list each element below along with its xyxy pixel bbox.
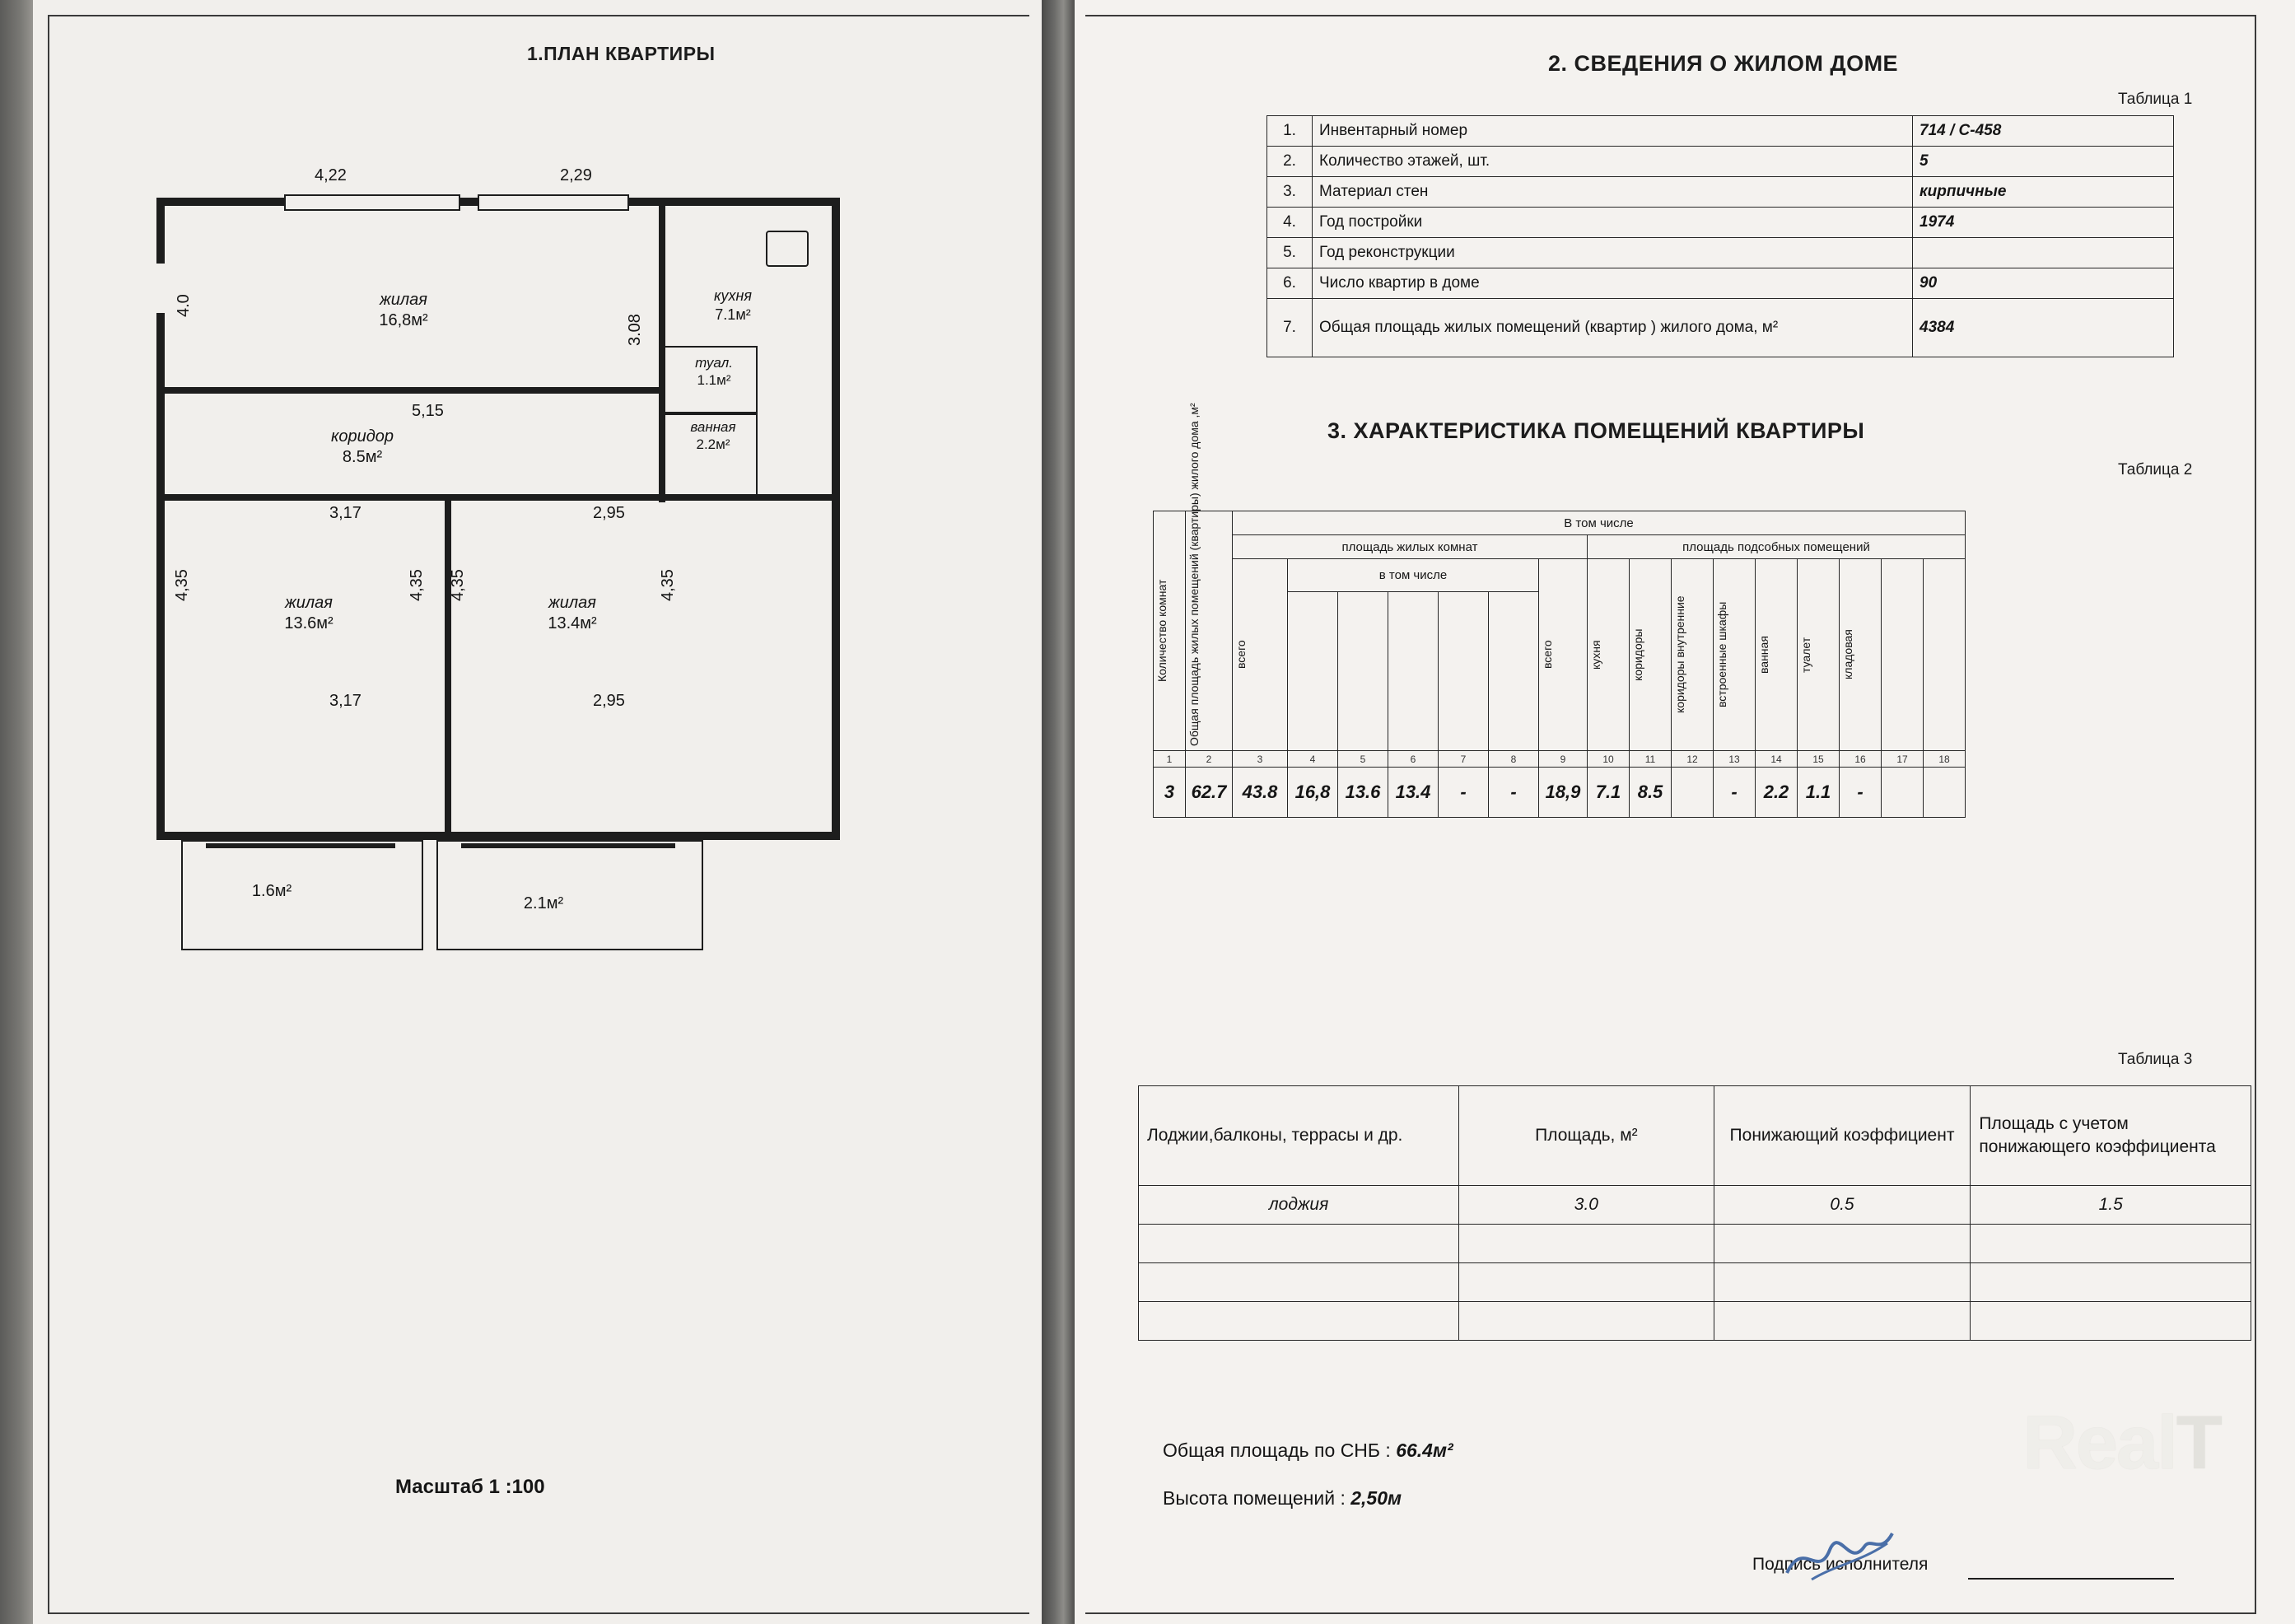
dim-mid-right: 2,95 <box>593 504 625 522</box>
dim-bottom-right: 2,95 <box>593 692 625 710</box>
header-cell: коридоры внутренние <box>1672 559 1714 751</box>
header-cell: Количество комнат <box>1154 511 1186 751</box>
row-number: 2. <box>1267 147 1313 177</box>
table-row <box>1267 177 2174 208</box>
header-cell: Лоджии,балконы, террасы и др. <box>1139 1086 1459 1186</box>
col-index: 7 <box>1439 751 1489 768</box>
cell <box>1971 1302 2251 1341</box>
ceiling-height-label: Высота помещений : <box>1163 1487 1346 1509</box>
value-cell: 13.6 <box>1338 768 1388 818</box>
cell: 1.5 <box>1971 1186 2251 1225</box>
value-cell: 16,8 <box>1288 768 1338 818</box>
value-cell: 8.5 <box>1630 768 1672 818</box>
value-cell: 3 <box>1154 768 1186 818</box>
header-group-total: В том числе <box>1233 511 1966 535</box>
header-cell <box>1924 559 1966 751</box>
cell <box>1139 1225 1459 1263</box>
col-index: 3 <box>1233 751 1288 768</box>
balcony-rail <box>461 843 675 848</box>
book-gutter <box>1042 0 1078 1624</box>
dim-room-mid-v2: 4,35 <box>449 569 467 601</box>
value-cell <box>1672 768 1714 818</box>
row-label: Количество этажей, шт. <box>1313 147 1913 177</box>
total-area-label: Общая площадь по СНБ : <box>1163 1440 1391 1461</box>
wall <box>156 198 165 264</box>
col-index: 5 <box>1338 751 1388 768</box>
dim-bottom-left: 3,17 <box>329 692 362 710</box>
dim-room-right-v: 4,35 <box>659 569 677 601</box>
header-group-living-sub: в том числе <box>1288 559 1539 592</box>
row-number: 7. <box>1267 299 1313 357</box>
cell <box>1459 1263 1714 1302</box>
dim-kitchen-vert: 3.08 <box>626 314 644 346</box>
row-label: Год реконструкции <box>1313 238 1913 268</box>
table-row-index <box>1154 751 1966 768</box>
col-index: 10 <box>1588 751 1630 768</box>
row-value: 5 <box>1913 147 2174 177</box>
header-cell: Понижающий коэффициент <box>1714 1086 1971 1186</box>
header-cell: кладовая <box>1840 559 1882 751</box>
dim-room-mid-v1: 4,35 <box>408 569 426 601</box>
header-cell: ванная <box>1756 559 1798 751</box>
dim-top-right: 2,29 <box>560 166 592 184</box>
header-cell <box>1388 591 1439 750</box>
row-value: 1974 <box>1913 208 2174 238</box>
value-cell: 2.2 <box>1756 768 1798 818</box>
section-title-house: 2. СВЕДЕНИЯ О ЖИЛОМ ДОМЕ <box>1548 51 1899 76</box>
section-title-rooms: 3. ХАРАКТЕРИСТИКА ПОМЕЩЕНИЙ КВАРТИРЫ <box>1327 418 1865 443</box>
ceiling-height-line <box>1163 1487 1402 1510</box>
room-label-balcony2: 2.1м² <box>523 894 564 912</box>
table-row <box>1267 238 2174 268</box>
col-index: 8 <box>1489 751 1539 768</box>
cell <box>1714 1225 1971 1263</box>
ceiling-height-value: 2,50м <box>1350 1487 1402 1509</box>
header-cell: всего <box>1539 559 1588 751</box>
col-index: 13 <box>1714 751 1756 768</box>
table-row <box>1267 208 2174 238</box>
caption-table2: Таблица 2 <box>2118 461 2193 478</box>
row-number: 3. <box>1267 177 1313 208</box>
table-row <box>1139 1225 2251 1263</box>
room-label-living3: жилая 13.4м² <box>548 594 597 632</box>
wall <box>156 832 840 840</box>
header-cell: Площадь, м² <box>1459 1086 1714 1186</box>
signature-label: Подпись исполнителя <box>1752 1555 1929 1574</box>
row-number: 6. <box>1267 268 1313 299</box>
table-row <box>1154 559 1966 592</box>
header-cell <box>1882 559 1924 751</box>
page-title-plan: 1.ПЛАН КВАРТИРЫ <box>527 43 716 64</box>
room-label-corridor: коридор 8.5м² <box>330 427 394 466</box>
table-row-values <box>1154 768 1966 818</box>
wall <box>832 494 840 840</box>
table-row <box>1154 535 1966 559</box>
cell <box>1714 1263 1971 1302</box>
header-cell: коридоры <box>1630 559 1672 751</box>
table-row <box>1154 511 1966 535</box>
dim-top-left: 4,22 <box>315 166 347 184</box>
cell: лоджия <box>1139 1186 1459 1225</box>
row-number: 1. <box>1267 116 1313 147</box>
room-label-wc: туал. 1.1м² <box>695 355 733 389</box>
col-index: 17 <box>1882 751 1924 768</box>
row-label: Общая площадь жилых помещений (квартир ) жилого дома, м² <box>1313 299 1913 357</box>
stove-icon <box>766 231 809 267</box>
cell <box>1459 1225 1714 1263</box>
room-label-bath: ванная 2.2м² <box>690 419 736 453</box>
col-index: 14 <box>1756 751 1798 768</box>
cell <box>1459 1302 1714 1341</box>
col-index: 18 <box>1924 751 1966 768</box>
col-index: 9 <box>1539 751 1588 768</box>
table-row <box>1267 268 2174 299</box>
value-cell: - <box>1489 768 1539 818</box>
col-index: 4 <box>1288 751 1338 768</box>
header-cell: Общая площадь жилых помещений (квартиры) жилого дома ,м² <box>1186 511 1233 751</box>
value-cell: 7.1 <box>1588 768 1630 818</box>
row-label: Число квартир в доме <box>1313 268 1913 299</box>
col-index: 12 <box>1672 751 1714 768</box>
header-cell: всего <box>1233 559 1288 751</box>
value-cell: 13.4 <box>1388 768 1439 818</box>
cell <box>1971 1263 2251 1302</box>
row-value: 714 / С-458 <box>1913 116 2174 147</box>
cell <box>1971 1225 2251 1263</box>
col-index: 15 <box>1798 751 1840 768</box>
value-cell: 18,9 <box>1539 768 1588 818</box>
room-label-living2: жилая 13.6м² <box>284 594 334 632</box>
header-group-aux: площадь подсобных помещений <box>1588 535 1966 559</box>
row-value <box>1913 238 2174 268</box>
row-number: 5. <box>1267 238 1313 268</box>
cell: 0.5 <box>1714 1186 1971 1225</box>
row-number: 4. <box>1267 208 1313 238</box>
room-label-balcony1: 1.6м² <box>251 882 292 900</box>
wall <box>161 387 663 394</box>
room-label-kitchen: кухня 7.1м² <box>713 287 753 323</box>
table-row <box>1139 1263 2251 1302</box>
plan-scale: Масштаб 1 :100 <box>395 1476 545 1498</box>
table-balconies <box>1138 1085 2251 1341</box>
table-house-info <box>1266 115 2174 357</box>
col-index: 1 <box>1154 751 1186 768</box>
header-cell: встроенные шкафы <box>1714 559 1756 751</box>
value-cell <box>1882 768 1924 818</box>
row-label: Материал стен <box>1313 177 1913 208</box>
wall <box>445 501 451 832</box>
signature-line <box>1968 1578 2174 1580</box>
value-cell: 62.7 <box>1186 768 1233 818</box>
value-cell: 1.1 <box>1798 768 1840 818</box>
photo-edge-left <box>0 0 35 1624</box>
watermark-logo: RealT <box>2022 1401 2221 1485</box>
wall <box>156 494 165 840</box>
header-cell <box>1338 591 1388 750</box>
dim-left-vert: 4.0 <box>175 294 193 317</box>
total-area-line <box>1163 1440 1453 1462</box>
table-header-row <box>1139 1086 2251 1186</box>
table-row <box>1267 299 2174 357</box>
balcony-rail <box>206 843 395 848</box>
window <box>284 194 460 211</box>
cell: 3.0 <box>1459 1186 1714 1225</box>
dim-room-left-v: 4,35 <box>173 569 191 601</box>
value-cell <box>1924 768 1966 818</box>
row-value: 4384 <box>1913 299 2174 357</box>
room-label-living1: жилая 16,8м² <box>379 291 428 329</box>
caption-table3: Таблица 3 <box>2118 1051 2193 1068</box>
row-label: Инвентарный номер <box>1313 116 1913 147</box>
table-row <box>1267 116 2174 147</box>
header-group-living: площадь жилых комнат <box>1233 535 1588 559</box>
dim-mid-left: 3,17 <box>329 504 362 522</box>
header-cell <box>1288 591 1338 750</box>
caption-table1: Таблица 1 <box>2118 91 2193 108</box>
table-row <box>1139 1302 2251 1341</box>
header-cell: туалет <box>1798 559 1840 751</box>
value-cell: - <box>1439 768 1489 818</box>
header-cell <box>1489 591 1539 750</box>
header-cell <box>1439 591 1489 750</box>
header-cell: Площадь с учетом понижающего коэффициента <box>1971 1086 2251 1186</box>
dim-corridor: 5,15 <box>412 402 444 420</box>
cell <box>1139 1302 1459 1341</box>
row-value: кирпичные <box>1913 177 2174 208</box>
window <box>478 194 629 211</box>
apartment-plan <box>82 115 972 1252</box>
header-cell: кухня <box>1588 559 1630 751</box>
row-value: 90 <box>1913 268 2174 299</box>
row-label: Год постройки <box>1313 208 1913 238</box>
total-area-value: 66.4м² <box>1396 1440 1453 1461</box>
col-index: 16 <box>1840 751 1882 768</box>
cell <box>1139 1263 1459 1302</box>
table-row <box>1267 147 2174 177</box>
value-cell: - <box>1714 768 1756 818</box>
col-index: 6 <box>1388 751 1439 768</box>
signature-icon <box>1779 1522 1902 1588</box>
value-cell: - <box>1840 768 1882 818</box>
value-cell: 43.8 <box>1233 768 1288 818</box>
cell <box>1714 1302 1971 1341</box>
col-index: 2 <box>1186 751 1233 768</box>
table-row <box>1139 1186 2251 1225</box>
col-index: 11 <box>1630 751 1672 768</box>
